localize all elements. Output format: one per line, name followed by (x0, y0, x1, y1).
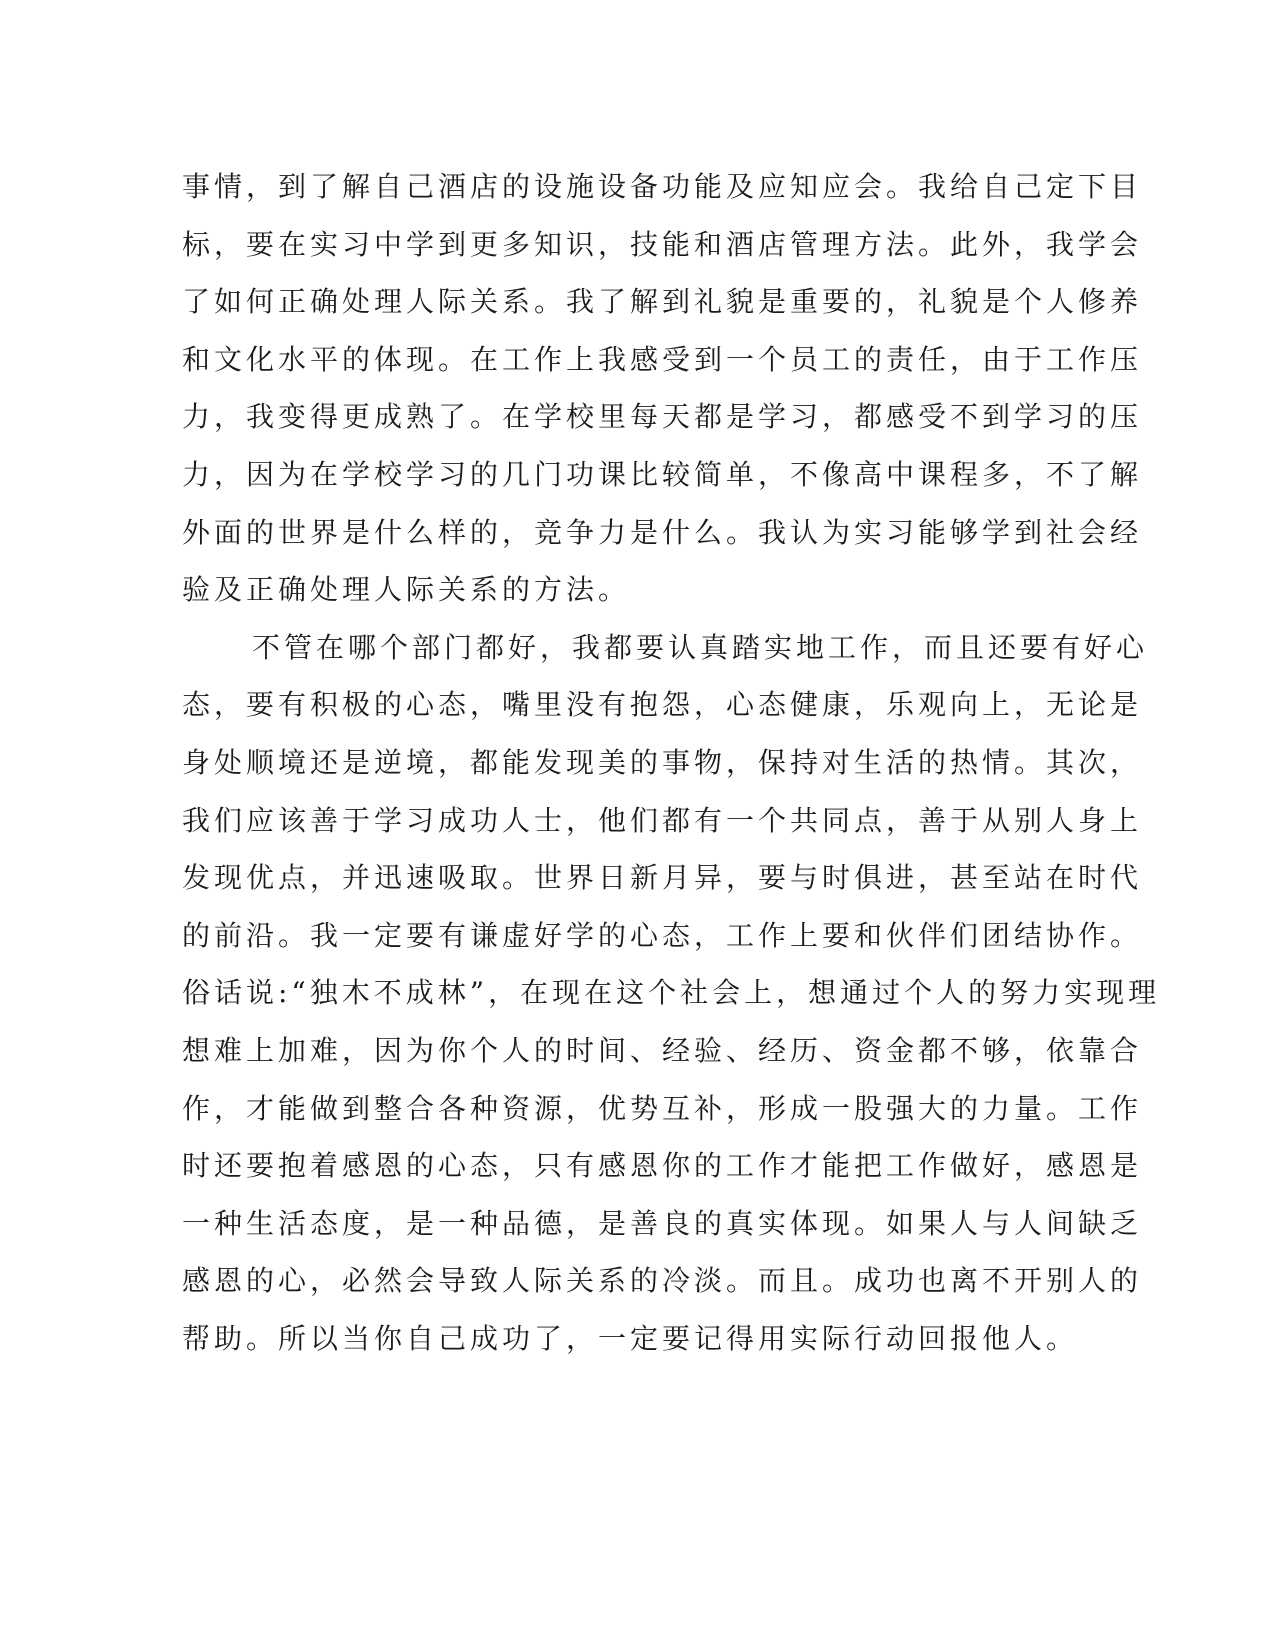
text-line: 想难上加难，因为你个人的时间、经验、经历、资金都不够，依靠合 (182, 1033, 1143, 1067)
text-line: 力，因为在学校学习的几门功课比较简单，不像高中课程多，不了解 (182, 457, 1143, 491)
text-line: 外面的世界是什么样的，竞争力是什么。我认为实习能够学到社会经 (182, 515, 1143, 549)
text-line: 态，要有积极的心态，嘴里没有抱怨，心态健康，乐观向上，无论是 (182, 688, 1143, 722)
text-line: 帮助。所以当你自己成功了，一定要记得用实际行动回报他人。 (182, 1321, 1079, 1355)
text-line: 标，要在实习中学到更多知识，技能和酒店管理方法。此外，我学会 (182, 227, 1143, 261)
body-text (182, 158, 1161, 1367)
text-line: 力，我变得更成熟了。在学校里每天都是学习，都感受不到学习的压 (182, 400, 1143, 434)
text-line: 发现优点，并迅速吸取。世界日新月异，要与时俱进，甚至站在时代 (182, 861, 1143, 895)
paragraph-start-line: 不管在哪个部门都好，我都要认真踏实地工作，而且还要有好心 (252, 630, 1149, 664)
text-line: 的前沿。我一定要有谦虚好学的心态，工作上要和伙伴们团结协作。 (182, 918, 1143, 952)
text-line: 事情，到了解自己酒店的设施设备功能及应知应会。我给自己定下目 (182, 170, 1143, 203)
text-line: 俗话说:“独木不成林”，在现在这个社会上，想通过个人的努力实现理 (182, 976, 1161, 1010)
text-line: 验及正确处理人际关系的方法。 (182, 573, 631, 607)
text-line: 身处顺境还是逆境，都能发现美的事物，保持对生活的热情。其次， (182, 745, 1143, 779)
text-line: 和文化水平的体现。在工作上我感受到一个员工的责任，由于工作压 (182, 342, 1143, 376)
text-line: 一种生活态度，是一种品德，是善良的真实体现。如果人与人间缺乏 (182, 1206, 1143, 1240)
text-line: 时还要抱着感恩的心态，只有感恩你的工作才能把工作做好，感恩是 (182, 1149, 1143, 1183)
text-line: 作，才能做到整合各种资源，优势互补，形成一股强大的力量。工作 (182, 1091, 1143, 1125)
text-line: 感恩的心，必然会导致人际关系的冷淡。而且。成功也离不开别人的 (182, 1264, 1143, 1298)
text-line: 了如何正确处理人际关系。我了解到礼貌是重要的，礼貌是个人修养 (182, 285, 1143, 319)
text-line: 我们应该善于学习成功人士，他们都有一个共同点，善于从别人身上 (182, 803, 1143, 837)
